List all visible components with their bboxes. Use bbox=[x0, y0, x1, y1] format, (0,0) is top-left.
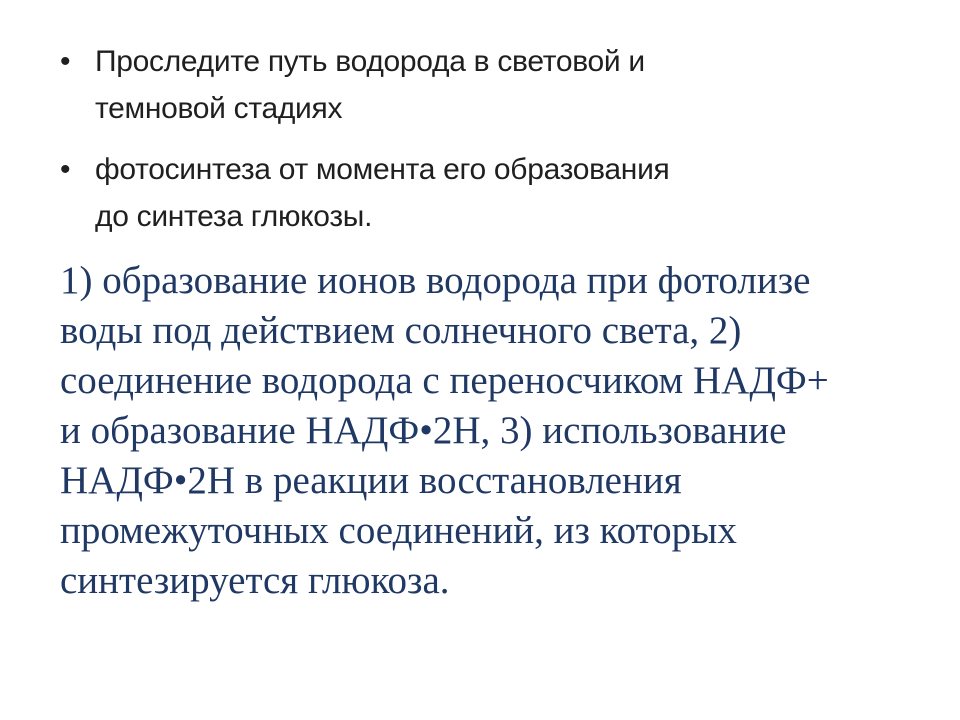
paragraph-line: НАДФ•2Н в реакции восстановления bbox=[60, 459, 682, 502]
bullet-item bbox=[60, 38, 920, 132]
body-paragraph bbox=[60, 256, 920, 606]
bullet-line: Проследите путь водорода в световой и bbox=[95, 45, 645, 78]
bullet-list bbox=[60, 38, 920, 240]
paragraph-line: синтезируется глюкоза. bbox=[60, 559, 450, 602]
bullet-line: темновой стадиях bbox=[95, 92, 343, 125]
bullet-item bbox=[60, 146, 920, 240]
bullet-dot-icon: • bbox=[60, 45, 71, 78]
bullet-text bbox=[95, 146, 669, 240]
paragraph-line: 1) образование ионов водорода при фотолизе bbox=[60, 259, 811, 302]
paragraph-line: воды под действием солнечного света, 2) bbox=[60, 309, 742, 352]
paragraph-line: соединение водорода с переносчиком НАДФ+ bbox=[60, 359, 829, 402]
bullet-text bbox=[95, 38, 645, 132]
paragraph-line: промежуточных соединений, из которых bbox=[60, 509, 737, 552]
bullet-line: до синтеза глюкозы. bbox=[95, 200, 373, 233]
bullet-dot-icon: • bbox=[60, 153, 71, 186]
bullet-line: фотосинтеза от момента его образования bbox=[95, 153, 670, 186]
paragraph-line: и образование НАДФ•2Н, 3) использование bbox=[60, 409, 787, 452]
